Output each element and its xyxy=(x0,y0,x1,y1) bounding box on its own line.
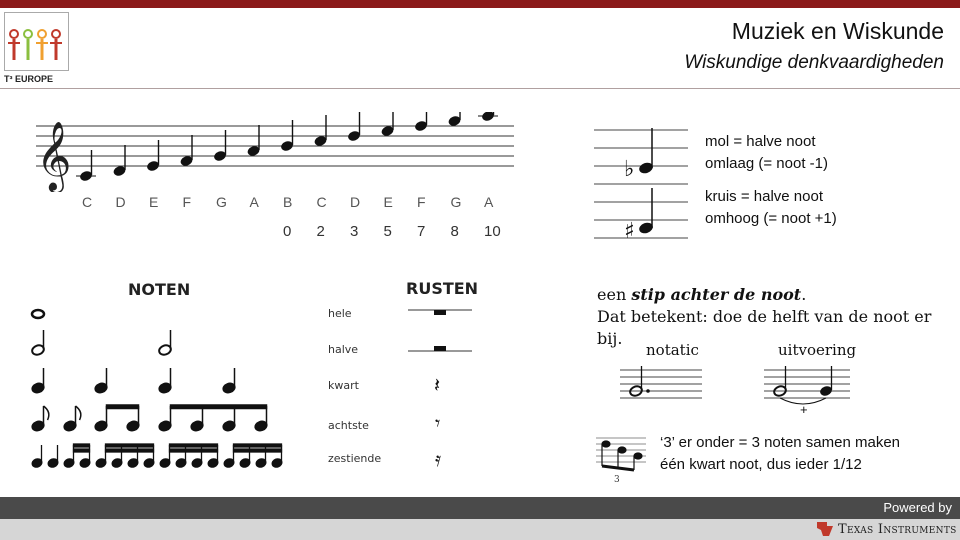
powered-by-label: Powered by xyxy=(883,500,952,515)
note-values-chart xyxy=(28,300,298,480)
triplet-image xyxy=(594,432,648,484)
page-title: Muziek en Wiskunde xyxy=(731,18,944,44)
scale-staff xyxy=(30,112,520,192)
scale-letter: C xyxy=(316,194,327,210)
page-subtitle: Wiskundige denkvaardigheden xyxy=(684,52,944,73)
dotted-line-1-emph: stip achter de noot xyxy=(631,285,802,304)
header-divider xyxy=(0,88,960,89)
scale-number: 10 xyxy=(484,223,501,240)
scale-note xyxy=(478,112,498,122)
row-label-achtste: achtste xyxy=(328,419,369,432)
quarter-rest-icon: 𝄽 xyxy=(434,373,441,397)
footer-bar xyxy=(0,497,960,519)
scale-letter: G xyxy=(450,194,462,210)
scale-number: 5 xyxy=(383,223,392,240)
whole-rest-icon xyxy=(434,310,446,315)
whole-note-icon xyxy=(32,310,44,318)
scale-letter: A xyxy=(484,194,494,210)
scale-number: 8 xyxy=(450,223,459,240)
sharp-icon: ♯ xyxy=(624,219,635,244)
eighth-rest-icon: 𝄾 xyxy=(435,411,441,435)
t3-europe-logo xyxy=(4,12,70,86)
notes-heading: NOTEN xyxy=(128,280,191,299)
triplet-description xyxy=(660,432,900,476)
kruis-line-1: kruis = halve noot xyxy=(705,188,823,205)
scale-numbers xyxy=(0,223,520,243)
scale-number: 7 xyxy=(417,223,426,240)
scale-note xyxy=(380,112,394,137)
scale-letter: F xyxy=(182,194,192,210)
scale-note xyxy=(313,115,327,147)
sixteenth-notes xyxy=(31,444,283,468)
rests-heading: RUSTEN xyxy=(406,279,479,298)
dotted-line-1-suffix: . xyxy=(801,285,807,304)
sixteenth-rest-icon: 𝄿 xyxy=(435,447,442,471)
brand-name: Texas Instruments xyxy=(838,522,957,537)
row-label-zestiende: zestiende xyxy=(328,452,382,465)
scale-letters xyxy=(0,194,520,214)
scale-letter: A xyxy=(249,194,259,210)
scale-note xyxy=(414,112,428,132)
dotted-line-1-prefix: een xyxy=(597,285,632,304)
accidental-staff xyxy=(592,126,692,246)
uitvoering-label: uitvoering xyxy=(778,341,857,359)
scale-note xyxy=(447,112,461,127)
scale-note xyxy=(112,145,126,177)
row-label-halve: halve xyxy=(328,343,359,356)
row-label-kwart: kwart xyxy=(328,379,359,392)
half-note-icon xyxy=(158,330,172,356)
scale-letter: G xyxy=(216,194,227,210)
texas-instruments-icon xyxy=(815,520,835,538)
flat-icon: ♭ xyxy=(624,157,635,182)
kruis-description xyxy=(705,186,837,230)
half-note-icon xyxy=(31,330,45,356)
scale-number: 2 xyxy=(316,223,325,240)
dotted-line-1 xyxy=(597,284,960,306)
scale-letter: C xyxy=(82,194,93,210)
scale-letter: D xyxy=(115,194,126,210)
scale-note xyxy=(179,135,193,167)
triplet-line-1: ‘3’ er onder = 3 noten samen maken xyxy=(660,434,901,451)
mol-line-2: omlaag (= noot -1) xyxy=(705,155,828,172)
triplet-line-2: één kwart noot, dus ieder 1/12 xyxy=(660,456,862,473)
scale-letter: B xyxy=(283,194,293,210)
scale-number: 3 xyxy=(350,223,359,240)
top-accent-bar xyxy=(0,0,960,8)
scale-letter: E xyxy=(149,194,159,210)
quarter-notes xyxy=(31,368,236,394)
rest-values-chart xyxy=(400,300,480,475)
half-rest-icon xyxy=(434,346,446,351)
row-label-hele: hele xyxy=(328,307,352,320)
kruis-line-2: omhoog (= noot +1) xyxy=(705,210,837,227)
mol-line-1: mol = halve noot xyxy=(705,133,816,150)
scale-number: 0 xyxy=(283,223,292,240)
scale-note xyxy=(347,112,361,142)
treble-clef-icon: 𝄞 xyxy=(36,121,72,191)
eighth-notes xyxy=(31,405,268,432)
plus-sign: + xyxy=(800,402,808,417)
dotted-line-2: Dat betekent: doe de helft van de noot er bij. xyxy=(597,307,932,348)
logo-text: T³ EUROPE xyxy=(4,74,54,84)
triplet-number: 3 xyxy=(614,475,620,484)
scale-note xyxy=(246,125,260,157)
scale-letter: E xyxy=(383,194,393,210)
mol-description xyxy=(705,131,828,175)
dotted-note-staff xyxy=(618,366,858,416)
notatic-label: notatic xyxy=(646,341,699,359)
scale-notes xyxy=(76,112,498,182)
scale-letter: F xyxy=(417,194,426,210)
scale-letter: D xyxy=(350,194,361,210)
